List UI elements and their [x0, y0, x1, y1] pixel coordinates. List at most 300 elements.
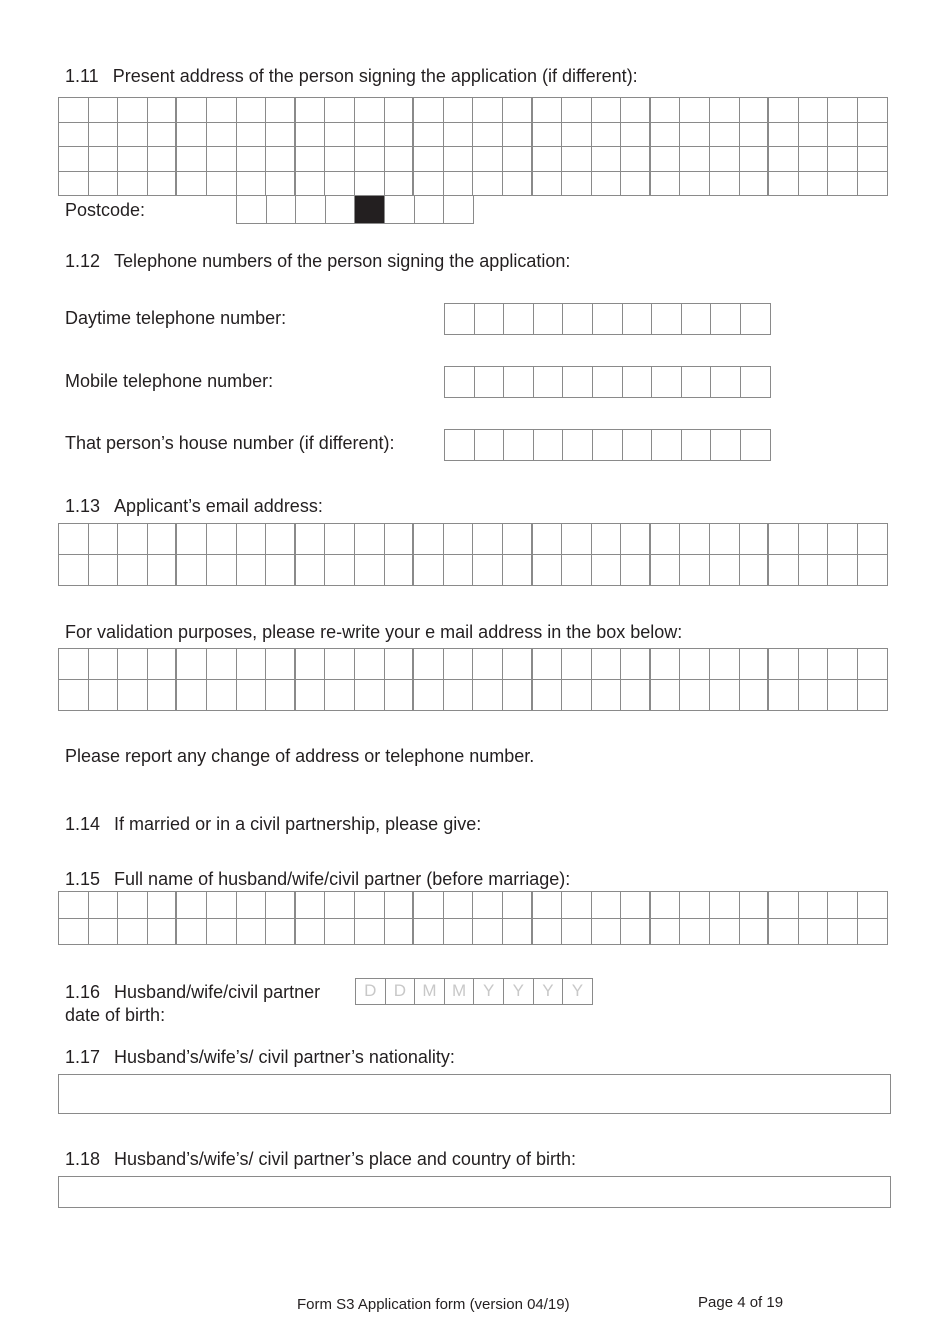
char-box[interactable] — [828, 680, 858, 711]
dob-day-cell[interactable]: D — [356, 979, 386, 1005]
char-box[interactable] — [266, 649, 296, 680]
char-box[interactable] — [325, 555, 355, 586]
char-box[interactable] — [533, 919, 563, 946]
char-box[interactable] — [473, 524, 503, 555]
char-box[interactable] — [592, 172, 622, 197]
char-box[interactable] — [385, 123, 415, 148]
char-box[interactable] — [651, 892, 681, 919]
char-box[interactable] — [799, 123, 829, 148]
char-box[interactable] — [858, 147, 888, 172]
char-box[interactable] — [148, 172, 178, 197]
char-box[interactable] — [504, 430, 534, 461]
char-box[interactable] — [562, 555, 592, 586]
dob-year-cell[interactable]: Y — [504, 979, 534, 1005]
char-box[interactable] — [858, 98, 888, 123]
char-box[interactable] — [475, 304, 505, 335]
char-box[interactable] — [740, 123, 770, 148]
char-box[interactable] — [711, 304, 741, 335]
char-box[interactable] — [562, 172, 592, 197]
char-box[interactable] — [207, 649, 237, 680]
char-box[interactable] — [710, 123, 740, 148]
char-box[interactable] — [682, 367, 712, 398]
char-box[interactable] — [799, 649, 829, 680]
char-box[interactable] — [296, 555, 326, 586]
dob-year-cell[interactable]: Y — [474, 979, 504, 1005]
char-box[interactable] — [355, 649, 385, 680]
char-box[interactable] — [828, 649, 858, 680]
char-box[interactable] — [118, 555, 148, 586]
char-box[interactable] — [621, 680, 651, 711]
char-box[interactable] — [828, 147, 858, 172]
char-box[interactable] — [89, 147, 119, 172]
char-box[interactable] — [148, 123, 178, 148]
char-box[interactable] — [414, 919, 444, 946]
char-box[interactable] — [828, 892, 858, 919]
char-box[interactable] — [385, 196, 415, 224]
char-box[interactable] — [534, 304, 564, 335]
char-box[interactable] — [296, 524, 326, 555]
char-box[interactable] — [414, 892, 444, 919]
char-box[interactable] — [266, 524, 296, 555]
char-box[interactable] — [237, 649, 267, 680]
char-box[interactable] — [148, 680, 178, 711]
char-box[interactable] — [593, 430, 623, 461]
char-box[interactable] — [769, 123, 799, 148]
char-box[interactable] — [828, 98, 858, 123]
char-box[interactable] — [355, 196, 385, 224]
char-box[interactable] — [740, 680, 770, 711]
char-box[interactable] — [59, 919, 89, 946]
char-box[interactable] — [533, 649, 563, 680]
char-box[interactable] — [296, 123, 326, 148]
char-box[interactable] — [415, 196, 445, 224]
address-grid[interactable] — [58, 97, 888, 196]
char-box[interactable] — [385, 919, 415, 946]
char-box[interactable] — [562, 892, 592, 919]
char-box[interactable] — [828, 172, 858, 197]
char-box[interactable] — [799, 524, 829, 555]
char-box[interactable] — [533, 892, 563, 919]
char-box[interactable] — [533, 524, 563, 555]
char-box[interactable] — [89, 919, 119, 946]
char-box[interactable] — [444, 524, 474, 555]
char-box[interactable] — [207, 147, 237, 172]
char-box[interactable] — [621, 919, 651, 946]
char-box[interactable] — [355, 919, 385, 946]
char-box[interactable] — [710, 680, 740, 711]
char-box[interactable] — [503, 649, 533, 680]
char-box[interactable] — [651, 919, 681, 946]
char-box[interactable] — [769, 524, 799, 555]
char-box[interactable] — [710, 919, 740, 946]
char-box[interactable] — [177, 555, 207, 586]
char-box[interactable] — [534, 367, 564, 398]
char-box[interactable] — [621, 123, 651, 148]
char-box[interactable] — [562, 98, 592, 123]
char-box[interactable] — [355, 147, 385, 172]
char-box[interactable] — [680, 680, 710, 711]
char-box[interactable] — [711, 367, 741, 398]
char-box[interactable] — [385, 555, 415, 586]
mobile-phone-input[interactable] — [444, 366, 771, 398]
char-box[interactable] — [858, 123, 888, 148]
char-box[interactable] — [177, 892, 207, 919]
char-box[interactable] — [828, 919, 858, 946]
char-box[interactable] — [414, 555, 444, 586]
char-box[interactable] — [177, 680, 207, 711]
char-box[interactable] — [710, 98, 740, 123]
char-box[interactable] — [237, 892, 267, 919]
char-box[interactable] — [533, 555, 563, 586]
char-box[interactable] — [385, 147, 415, 172]
char-box[interactable] — [385, 892, 415, 919]
char-box[interactable] — [414, 123, 444, 148]
char-box[interactable] — [621, 555, 651, 586]
char-box[interactable] — [296, 196, 326, 224]
char-box[interactable] — [651, 172, 681, 197]
char-box[interactable] — [237, 680, 267, 711]
char-box[interactable] — [473, 680, 503, 711]
char-box[interactable] — [444, 680, 474, 711]
char-box[interactable] — [680, 147, 710, 172]
char-box[interactable] — [59, 98, 89, 123]
char-box[interactable] — [623, 367, 653, 398]
char-box[interactable] — [89, 172, 119, 197]
dob-day-cell[interactable]: D — [386, 979, 416, 1005]
char-box[interactable] — [711, 430, 741, 461]
char-box[interactable] — [769, 147, 799, 172]
char-box[interactable] — [148, 524, 178, 555]
char-box[interactable] — [444, 147, 474, 172]
char-box[interactable] — [148, 147, 178, 172]
char-box[interactable] — [473, 919, 503, 946]
char-box[interactable] — [562, 680, 592, 711]
char-box[interactable] — [177, 147, 207, 172]
char-box[interactable] — [355, 555, 385, 586]
char-box[interactable] — [651, 649, 681, 680]
char-box[interactable] — [592, 123, 622, 148]
char-box[interactable] — [710, 147, 740, 172]
char-box[interactable] — [207, 524, 237, 555]
char-box[interactable] — [475, 430, 505, 461]
char-box[interactable] — [237, 98, 267, 123]
char-box[interactable] — [385, 98, 415, 123]
char-box[interactable] — [503, 680, 533, 711]
char-box[interactable] — [89, 123, 119, 148]
char-box[interactable] — [414, 172, 444, 197]
char-box[interactable] — [504, 367, 534, 398]
char-box[interactable] — [858, 892, 888, 919]
char-box[interactable] — [651, 524, 681, 555]
char-box[interactable] — [503, 172, 533, 197]
char-box[interactable] — [858, 555, 888, 586]
char-box[interactable] — [593, 304, 623, 335]
char-box[interactable] — [148, 555, 178, 586]
char-box[interactable] — [769, 680, 799, 711]
char-box[interactable] — [592, 147, 622, 172]
char-box[interactable] — [296, 649, 326, 680]
char-box[interactable] — [799, 892, 829, 919]
char-box[interactable] — [237, 172, 267, 197]
char-box[interactable] — [592, 919, 622, 946]
char-box[interactable] — [89, 649, 119, 680]
char-box[interactable] — [89, 524, 119, 555]
char-box[interactable] — [237, 196, 267, 224]
char-box[interactable] — [444, 919, 474, 946]
char-box[interactable] — [325, 892, 355, 919]
char-box[interactable] — [682, 304, 712, 335]
char-box[interactable] — [296, 147, 326, 172]
char-box[interactable] — [534, 430, 564, 461]
char-box[interactable] — [325, 919, 355, 946]
char-box[interactable] — [503, 524, 533, 555]
house-number-input[interactable] — [444, 429, 771, 461]
char-box[interactable] — [59, 123, 89, 148]
char-box[interactable] — [148, 649, 178, 680]
char-box[interactable] — [533, 147, 563, 172]
char-box[interactable] — [621, 172, 651, 197]
char-box[interactable] — [562, 147, 592, 172]
char-box[interactable] — [267, 196, 297, 224]
char-box[interactable] — [652, 367, 682, 398]
char-box[interactable] — [355, 123, 385, 148]
char-box[interactable] — [118, 147, 148, 172]
email-confirm-grid[interactable] — [58, 648, 888, 711]
char-box[interactable] — [325, 172, 355, 197]
char-box[interactable] — [740, 555, 770, 586]
char-box[interactable] — [177, 524, 207, 555]
char-box[interactable] — [325, 123, 355, 148]
char-box[interactable] — [651, 123, 681, 148]
char-box[interactable] — [562, 123, 592, 148]
char-box[interactable] — [621, 892, 651, 919]
char-box[interactable] — [325, 524, 355, 555]
char-box[interactable] — [118, 123, 148, 148]
char-box[interactable] — [414, 98, 444, 123]
char-box[interactable] — [385, 649, 415, 680]
char-box[interactable] — [296, 680, 326, 711]
char-box[interactable] — [444, 172, 474, 197]
char-box[interactable] — [651, 555, 681, 586]
char-box[interactable] — [651, 98, 681, 123]
char-box[interactable] — [769, 649, 799, 680]
char-box[interactable] — [592, 892, 622, 919]
char-box[interactable] — [59, 649, 89, 680]
char-box[interactable] — [473, 892, 503, 919]
char-box[interactable] — [503, 919, 533, 946]
char-box[interactable] — [504, 304, 534, 335]
char-box[interactable] — [445, 304, 475, 335]
char-box[interactable] — [118, 680, 148, 711]
char-box[interactable] — [207, 892, 237, 919]
char-box[interactable] — [89, 98, 119, 123]
char-box[interactable] — [444, 555, 474, 586]
char-box[interactable] — [118, 919, 148, 946]
char-box[interactable] — [828, 123, 858, 148]
char-box[interactable] — [741, 367, 771, 398]
char-box[interactable] — [710, 555, 740, 586]
char-box[interactable] — [325, 649, 355, 680]
char-box[interactable] — [651, 147, 681, 172]
char-box[interactable] — [741, 430, 771, 461]
char-box[interactable] — [562, 919, 592, 946]
char-box[interactable] — [266, 98, 296, 123]
char-box[interactable] — [592, 649, 622, 680]
char-box[interactable] — [118, 172, 148, 197]
char-box[interactable] — [59, 172, 89, 197]
char-box[interactable] — [799, 98, 829, 123]
char-box[interactable] — [237, 524, 267, 555]
char-box[interactable] — [89, 555, 119, 586]
postcode-grid[interactable] — [236, 195, 474, 224]
char-box[interactable] — [266, 680, 296, 711]
char-box[interactable] — [533, 172, 563, 197]
char-box[interactable] — [148, 919, 178, 946]
char-box[interactable] — [592, 524, 622, 555]
char-box[interactable] — [444, 892, 474, 919]
char-box[interactable] — [533, 98, 563, 123]
char-box[interactable] — [266, 123, 296, 148]
char-box[interactable] — [207, 680, 237, 711]
char-box[interactable] — [296, 892, 326, 919]
char-box[interactable] — [710, 524, 740, 555]
char-box[interactable] — [59, 892, 89, 919]
char-box[interactable] — [592, 680, 622, 711]
char-box[interactable] — [445, 367, 475, 398]
partner-name-grid[interactable] — [58, 891, 888, 945]
char-box[interactable] — [177, 919, 207, 946]
email-grid[interactable] — [58, 523, 888, 586]
char-box[interactable] — [503, 892, 533, 919]
char-box[interactable] — [207, 123, 237, 148]
char-box[interactable] — [207, 98, 237, 123]
char-box[interactable] — [118, 524, 148, 555]
char-box[interactable] — [710, 892, 740, 919]
char-box[interactable] — [799, 172, 829, 197]
char-box[interactable] — [444, 123, 474, 148]
char-box[interactable] — [621, 524, 651, 555]
char-box[interactable] — [710, 649, 740, 680]
char-box[interactable] — [473, 123, 503, 148]
char-box[interactable] — [475, 367, 505, 398]
char-box[interactable] — [473, 649, 503, 680]
char-box[interactable] — [473, 98, 503, 123]
char-box[interactable] — [266, 919, 296, 946]
char-box[interactable] — [623, 304, 653, 335]
char-box[interactable] — [562, 524, 592, 555]
char-box[interactable] — [355, 524, 385, 555]
char-box[interactable] — [799, 147, 829, 172]
char-box[interactable] — [740, 892, 770, 919]
char-box[interactable] — [593, 367, 623, 398]
char-box[interactable] — [769, 919, 799, 946]
char-box[interactable] — [89, 892, 119, 919]
char-box[interactable] — [652, 430, 682, 461]
char-box[interactable] — [503, 123, 533, 148]
char-box[interactable] — [207, 555, 237, 586]
char-box[interactable] — [444, 196, 474, 224]
char-box[interactable] — [533, 680, 563, 711]
char-box[interactable] — [563, 304, 593, 335]
partner-birthplace-input[interactable] — [58, 1176, 891, 1208]
char-box[interactable] — [680, 524, 710, 555]
char-box[interactable] — [740, 147, 770, 172]
char-box[interactable] — [414, 680, 444, 711]
char-box[interactable] — [680, 892, 710, 919]
char-box[interactable] — [562, 649, 592, 680]
char-box[interactable] — [858, 172, 888, 197]
char-box[interactable] — [59, 147, 89, 172]
char-box[interactable] — [445, 430, 475, 461]
partner-dob-input[interactable] — [355, 978, 593, 1005]
char-box[interactable] — [266, 892, 296, 919]
char-box[interactable] — [237, 147, 267, 172]
char-box[interactable] — [769, 892, 799, 919]
partner-nationality-input[interactable] — [58, 1074, 891, 1114]
char-box[interactable] — [740, 524, 770, 555]
char-box[interactable] — [680, 172, 710, 197]
char-box[interactable] — [592, 98, 622, 123]
char-box[interactable] — [682, 430, 712, 461]
char-box[interactable] — [325, 98, 355, 123]
char-box[interactable] — [118, 892, 148, 919]
char-box[interactable] — [266, 172, 296, 197]
char-box[interactable] — [118, 98, 148, 123]
char-box[interactable] — [89, 680, 119, 711]
char-box[interactable] — [680, 123, 710, 148]
dob-month-cell[interactable]: M — [415, 979, 445, 1005]
char-box[interactable] — [769, 172, 799, 197]
char-box[interactable] — [503, 98, 533, 123]
char-box[interactable] — [207, 919, 237, 946]
char-box[interactable] — [414, 649, 444, 680]
char-box[interactable] — [325, 147, 355, 172]
char-box[interactable] — [355, 172, 385, 197]
char-box[interactable] — [740, 172, 770, 197]
char-box[interactable] — [296, 98, 326, 123]
char-box[interactable] — [59, 524, 89, 555]
char-box[interactable] — [858, 524, 888, 555]
daytime-phone-input[interactable] — [444, 303, 771, 335]
char-box[interactable] — [799, 555, 829, 586]
char-box[interactable] — [741, 304, 771, 335]
char-box[interactable] — [177, 123, 207, 148]
char-box[interactable] — [592, 555, 622, 586]
dob-year-cell[interactable]: Y — [563, 979, 593, 1005]
char-box[interactable] — [473, 555, 503, 586]
char-box[interactable] — [799, 680, 829, 711]
char-box[interactable] — [740, 919, 770, 946]
char-box[interactable] — [59, 555, 89, 586]
char-box[interactable] — [740, 98, 770, 123]
char-box[interactable] — [444, 98, 474, 123]
char-box[interactable] — [533, 123, 563, 148]
char-box[interactable] — [444, 649, 474, 680]
char-box[interactable] — [740, 649, 770, 680]
char-box[interactable] — [858, 919, 888, 946]
char-box[interactable] — [652, 304, 682, 335]
char-box[interactable] — [473, 172, 503, 197]
char-box[interactable] — [148, 892, 178, 919]
char-box[interactable] — [651, 680, 681, 711]
char-box[interactable] — [237, 919, 267, 946]
char-box[interactable] — [414, 524, 444, 555]
char-box[interactable] — [177, 98, 207, 123]
char-box[interactable] — [563, 367, 593, 398]
char-box[interactable] — [207, 172, 237, 197]
char-box[interactable] — [296, 919, 326, 946]
char-box[interactable] — [503, 147, 533, 172]
